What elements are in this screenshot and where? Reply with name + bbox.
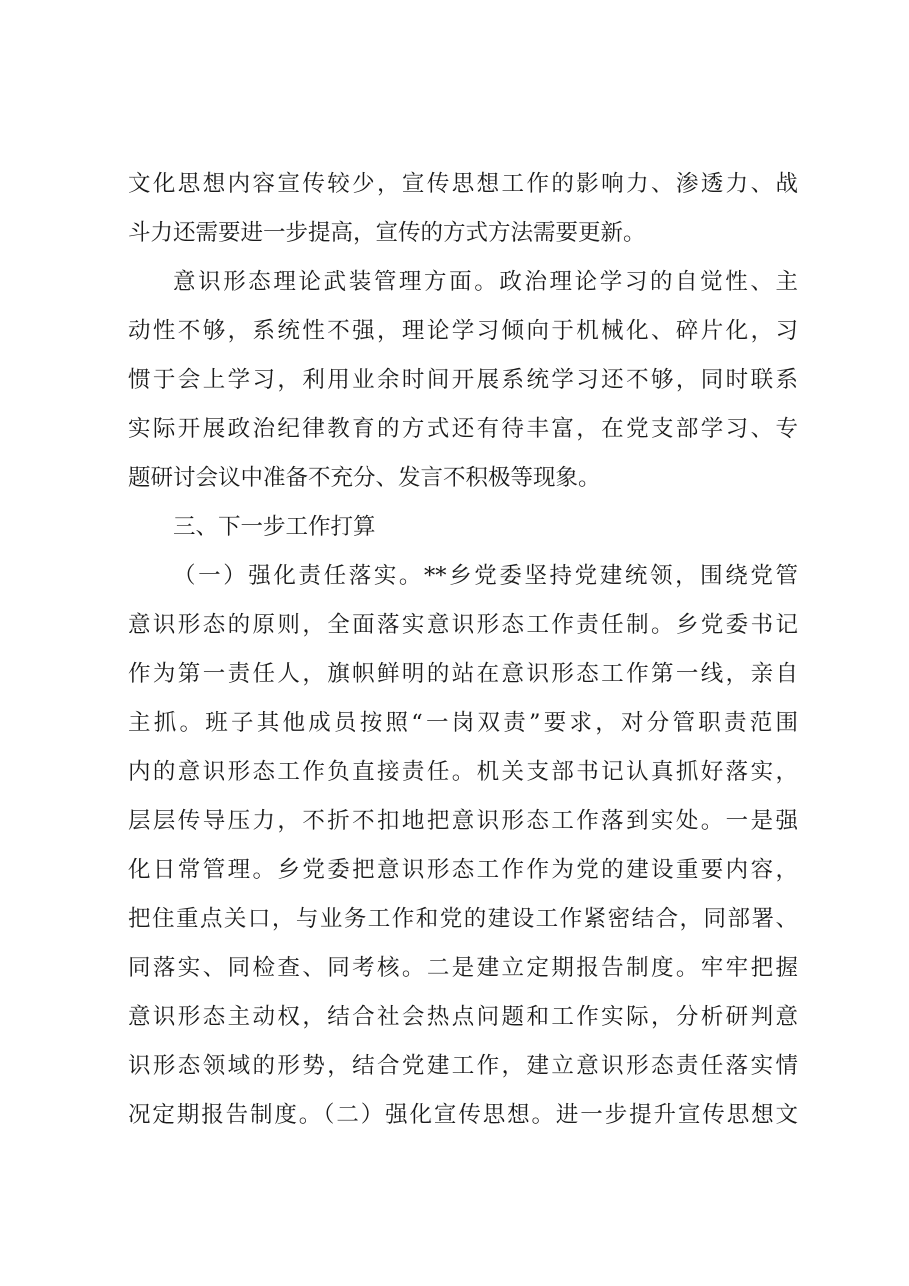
text-line: 同落实、同检查、同考核。二是建立定期报告制度。牢牢把握 — [128, 955, 798, 981]
text-line: 主抓。班子其他成员按照“一岗双责”要求，对分管职责范围 — [128, 710, 798, 736]
section-heading: 三、下一步工作打算 — [173, 514, 376, 540]
text-line: 意识形态的原则，全面落实意识形态工作责任制。乡党委书记 — [128, 612, 798, 638]
text-line: 层层传导压力，不折不扣地把意识形态工作落到实处。一是强 — [128, 808, 798, 834]
text-line: 内的意识形态工作负直接责任。机关支部书记认真抓好落实， — [128, 759, 798, 785]
text-line: 识形态领域的形势，结合党建工作，建立意识形态责任落实情 — [128, 1053, 798, 1079]
text-line: 意识形态主动权，结合社会热点问题和工作实际，分析研判意 — [128, 1004, 798, 1030]
text-line: 文化思想内容宣传较少，宣传思想工作的影响力、渗透力、战 — [128, 171, 798, 197]
text-line: 实际开展政治纪律教育的方式还有待丰富，在党支部学习、专 — [128, 416, 798, 442]
text-line: 斗力还需要进一步提高，宣传的方式方法需要更新。 — [128, 220, 646, 246]
text-line: 动性不够，系统性不强，理论学习倾向于机械化、碎片化，习 — [128, 318, 798, 344]
paragraph-start-line: （一）强化责任落实。**乡党委坚持党建统领，围绕党管 — [173, 563, 798, 589]
text-line: 况定期报告制度。（二）强化宣传思想。进一步提升宣传思想文 — [128, 1102, 798, 1128]
paragraph-start-line: 意识形态理论武装管理方面。政治理论学习的自觉性、主 — [173, 269, 798, 295]
text-line: 惯于会上学习，利用业余时间开展系统学习还不够，同时联系 — [128, 367, 798, 393]
text-line: 把住重点关口，与业务工作和党的建设工作紧密结合，同部署、 — [128, 906, 798, 932]
text-line: 化日常管理。乡党委把意识形态工作作为党的建设重要内容， — [128, 857, 798, 883]
text-line: 题研讨会议中准备不充分、发言不积极等现象。 — [128, 465, 601, 491]
text-line: 作为第一责任人，旗帜鲜明的站在意识形态工作第一线，亲自 — [128, 661, 798, 687]
